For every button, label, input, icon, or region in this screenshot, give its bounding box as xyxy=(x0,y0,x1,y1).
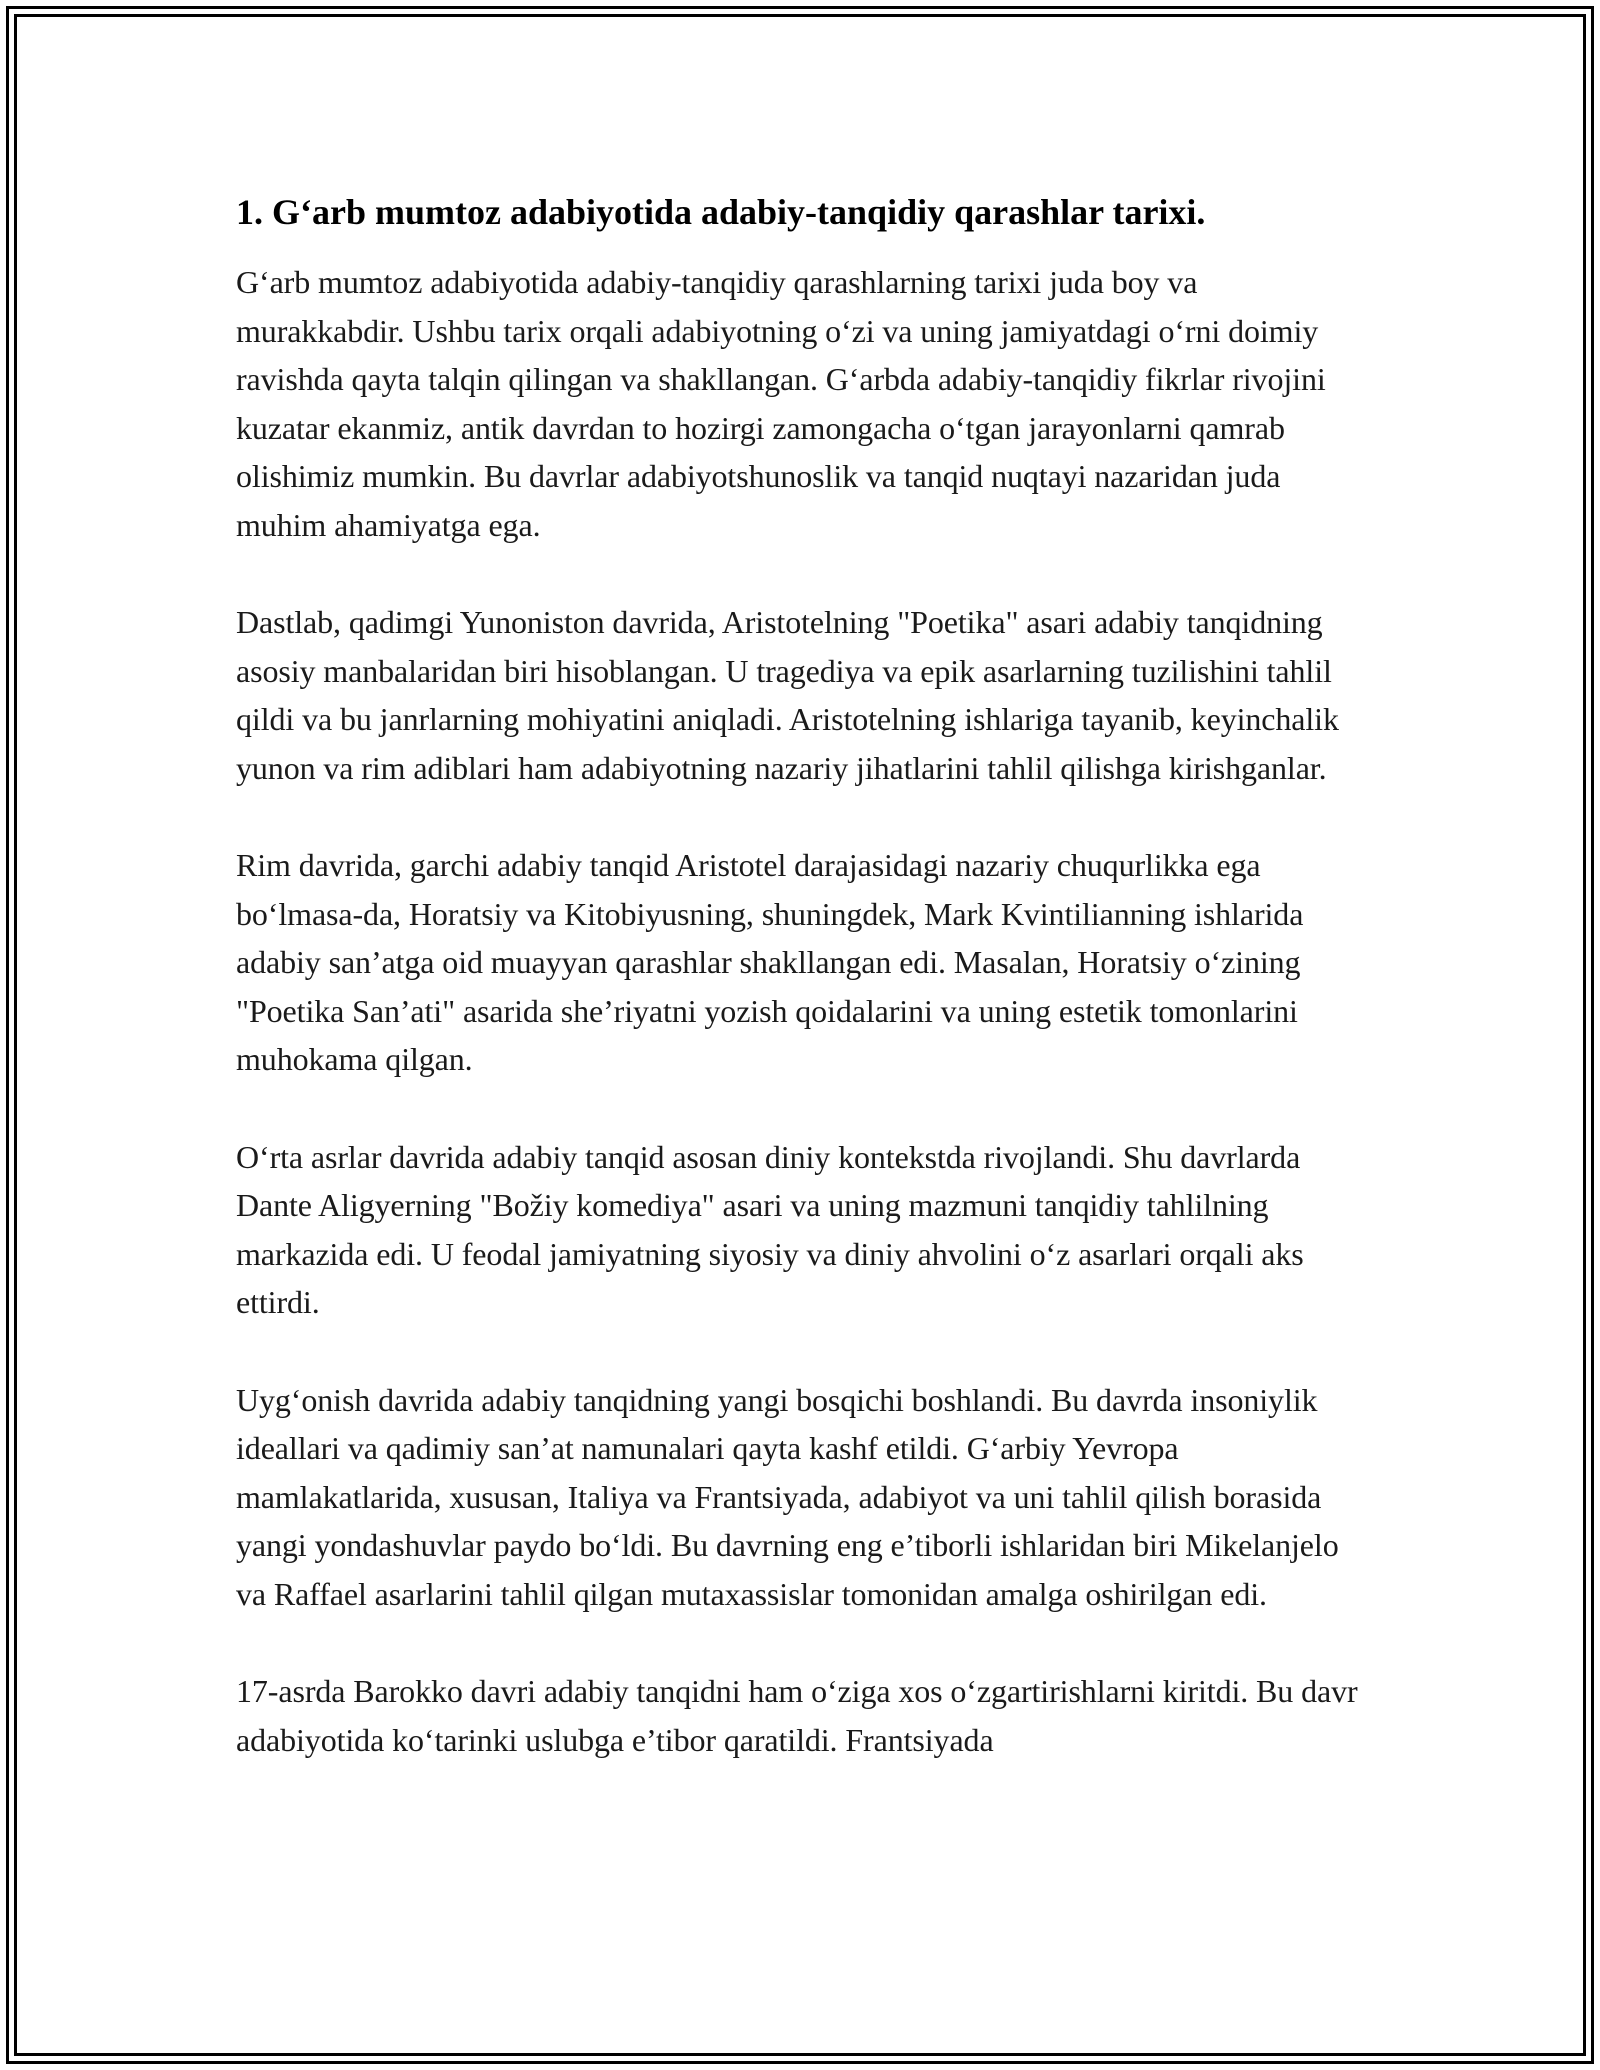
section-heading: 1. G‘arb mumtoz adabiyotida adabiy-tanqidiy qarashlar tarixi. xyxy=(236,192,1206,232)
paragraph-rome: Rim davrida, garchi adabiy tanqid Aristotel darajasidagi nazariy chuqurlikka ega bo‘lmasa-da, Horatsiy va Kitobiyusning, shuningdek, Mark Kvintilianning ishlarida adabiy san’atga oid muayyan qarashlar shakllangan edi. Masalan, Horatsiy o‘zining "Poetika San’ati" asarida she’riyatni yozish qoidalarini va uning estetik tomonlarini muhokama qilgan. xyxy=(236,847,1304,1077)
paragraph-intro: G‘arb mumtoz adabiyotida adabiy-tanqidiy qarashlarning tarixi juda boy va murakkabdir. Ushbu tarix orqali adabiyotning o‘zi va uning jamiyatdagi o‘rni doimiy ravishda qayta talqin qilingan va shakllangan. G‘arbda adabiy-tanqidiy fikrlar rivojini kuzatar ekanmiz, antik davrdan to hozirgi zamongacha o‘tgan jarayonlarni qamrab olishimiz mumkin. Bu davrlar adabiyotshunoslik va tanqid nuqtayi nazaridan juda muhim ahamiyatga ega. xyxy=(236,264,1326,543)
paragraph-ancient-greece: Dastlab, qadimgi Yunoniston davrida, Aristotelning "Poetika" asari adabiy tanqidning asosiy manbalaridan biri hisoblangan. U tragediya va epik asarlarning tuzilishini tahlil qildi va bu janrlarning mohiyatini aniqladi. Aristotelning ishlariga tayanib, keyinchalik yunon va rim adiblari ham adabiyotning nazariy jihatlarini tahlil qilishga kirishganlar. xyxy=(236,604,1339,786)
paragraph-baroque: 17-asrda Barokko davri adabiy tanqidni ham o‘ziga xos o‘zgartirishlarni kiritdi. Bu davr adabiyotida ko‘tarinki uslubga e’tibor qaratildi. Frantsiyada xyxy=(236,1673,1358,1758)
paragraph-renaissance: Uyg‘onish davrida adabiy tanqidning yangi bosqichi boshlandi. Bu davrda insoniylik ideallari va qadimiy san’at namunalari qayta kashf etildi. G‘arbiy Yevropa mamlakatlarida, xususan, Italiya va Frantsiyada, adabiyot va uni tahlil qilish borasida yangi yondashuvlar paydo bo‘ldi. Bu davrning eng e’tiborli ishlaridan biri Mikelanjelo va Raffael asarlarini tahlil qilgan mutaxassislar tomonidan amalga oshirilgan edi. xyxy=(236,1381,1339,1612)
paragraph-middle-ages: O‘rta asrlar davrida adabiy tanqid asosan diniy kontekstda rivojlandi. Shu davrlarda Dante Aligyerning "Božiy komediya" asari va uning mazmuni tanqidiy tahlilning markazida edi. U feodal jamiyatning siyosiy va diniy ahvolini o‘z asarlari orqali aks ettirdi. xyxy=(236,1138,1304,1320)
document-body xyxy=(236,188,1366,1813)
